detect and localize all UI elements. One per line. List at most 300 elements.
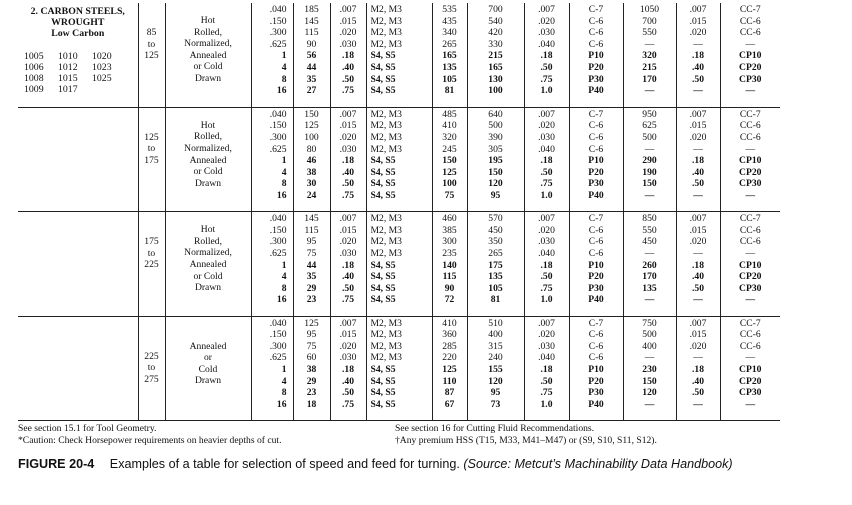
carbide-indexable-speed-value: 155: [488, 364, 503, 375]
condition-cell: [165, 212, 251, 316]
hss-feed-cell: [330, 3, 366, 107]
coated-feed-value: .020: [689, 27, 707, 39]
carbide-brazed-speed-value: 320: [442, 132, 457, 144]
carbide-brazed-speed-value: 125: [442, 364, 457, 375]
carbide-feed-value: .030: [538, 236, 555, 248]
carbide-indexable-speed-value: 240: [488, 352, 503, 364]
hss-speed-value: 60: [306, 352, 317, 364]
depth-of-cut-value: .300: [269, 27, 287, 39]
hss-speed-cell: [293, 212, 330, 316]
carbide-indexable-speed-value: 120: [488, 178, 503, 190]
hardness-range-text: to: [147, 38, 156, 50]
hss-speed-cell: [293, 316, 330, 420]
coated-feed-value: .007: [689, 213, 707, 225]
hss-material-value: M2, M3: [370, 15, 402, 27]
grade-number: 1025: [92, 73, 112, 84]
footnote-left: [18, 423, 282, 447]
condition-text: Annealed: [189, 259, 227, 271]
grade-number: 1008: [24, 73, 44, 84]
coated-speed-value: 500: [642, 329, 657, 341]
carbide-indexable-speed-value: 150: [488, 166, 503, 178]
hss-speed-value: 100: [304, 132, 319, 144]
carbide-indexable-speed-value: 350: [488, 236, 503, 248]
hardness-cell: [138, 3, 165, 107]
coated-speed-value: 550: [642, 27, 657, 39]
footnote-cutting-fluid: See section 16 for Cutting Fluid Recommendations.: [395, 423, 595, 434]
coated-grade-value: CP10: [739, 50, 762, 62]
carbide-feed-value: .040: [538, 352, 555, 364]
condition-text: Hot: [200, 119, 216, 131]
condition-text: or Cold: [193, 270, 223, 282]
depth-of-cut-value: 8: [281, 387, 287, 399]
carbide-brazed-speed-value: 410: [442, 317, 457, 329]
hss-speed-value: 90: [306, 38, 317, 50]
hss-feed-value: .015: [339, 120, 357, 132]
hss-speed-value: 38: [306, 364, 317, 375]
hss-material-value: S4, S5: [370, 271, 396, 283]
hss-feed-value: .40: [342, 375, 354, 387]
carbide-indexable-speed-value: 165: [488, 61, 503, 73]
carbide-feed-value: .50: [540, 271, 553, 283]
carb-speed-index-cell: [467, 107, 524, 211]
grade-number: 1023: [92, 62, 112, 73]
carb-grade-cell: [569, 107, 623, 211]
carbide-feed-value: 1.0: [540, 294, 553, 306]
hss-material-value: S4, S5: [370, 387, 396, 399]
condition-text: Annealed: [189, 154, 227, 166]
carbide-indexable-speed-value: 400: [488, 329, 503, 341]
coated-feed-value: .40: [692, 375, 704, 387]
coated-speed-value: 320: [642, 50, 657, 62]
coated-speed-value: —: [644, 352, 655, 364]
condition-text: Rolled,: [194, 235, 222, 247]
depth-of-cut-value: 4: [281, 271, 287, 283]
hss-material-value: M2, M3: [370, 340, 402, 352]
hss-material-cell: [366, 3, 432, 107]
hss-feed-value: .18: [342, 259, 354, 271]
carbide-feed-value: .18: [540, 259, 553, 271]
carbide-brazed-speed-value: 81: [444, 85, 455, 97]
coated-speed-value: 850: [642, 213, 657, 225]
carbide-grade-value: P10: [588, 50, 604, 62]
hss-material-value: M2, M3: [370, 4, 402, 15]
coated-feed-value: .015: [689, 120, 707, 132]
grade-number: 1006: [24, 62, 44, 73]
hss-material-value: M2, M3: [370, 213, 402, 225]
carb-speed-index-cell: [467, 3, 524, 107]
coated-speed-value: 1050: [639, 4, 660, 15]
coated-feed-value: .015: [689, 15, 707, 27]
hss-material-value: M2, M3: [370, 108, 402, 120]
carbide-feed-value: 1.0: [540, 398, 553, 410]
hss-speed-value: 150: [304, 108, 319, 120]
coated-feed-value: .50: [692, 73, 704, 85]
hss-feed-value: .007: [339, 213, 357, 225]
hardness-range-text: 125: [144, 50, 159, 62]
coated-grade-value: CP30: [739, 387, 762, 399]
coated-grade-value: CP30: [739, 282, 762, 294]
depth-of-cut-value: .625: [269, 143, 287, 155]
hss-speed-value: 35: [306, 271, 317, 283]
depth-of-cut-value: .150: [269, 15, 287, 27]
hss-material-value: S4, S5: [370, 294, 396, 306]
carb-speed-brazed-cell: [432, 212, 467, 316]
carbide-feed-value: .50: [540, 166, 553, 178]
hss-feed-value: .50: [342, 178, 354, 190]
figure-label: FIGURE 20-4: [18, 457, 95, 471]
carbide-indexable-speed-value: 215: [488, 50, 503, 62]
carbide-feed-value: .75: [540, 178, 553, 190]
coated-speed-value: 170: [642, 73, 657, 85]
coated-grade-value: CC-6: [739, 120, 761, 132]
carbide-grade-value: C-7: [588, 213, 604, 225]
coated-grade-value: CC-6: [739, 224, 761, 236]
condition-text: Cold: [198, 363, 218, 375]
hss-material-value: S4, S5: [370, 61, 396, 73]
coat-speed-cell: [623, 212, 676, 316]
carbide-feed-value: .020: [538, 120, 555, 132]
coated-feed-value: —: [693, 248, 703, 260]
coated-feed-value: .015: [689, 329, 707, 341]
carbide-brazed-speed-value: 385: [442, 224, 457, 236]
hss-speed-cell: [293, 107, 330, 211]
carbide-brazed-speed-value: 410: [442, 120, 457, 132]
depth-of-cut-value: 4: [281, 61, 287, 73]
hardness-block-row: [18, 316, 834, 420]
condition-text: Hot: [200, 15, 216, 26]
depth-cell: [251, 212, 293, 316]
coated-grade-value: —: [745, 248, 756, 260]
grade-list: [24, 51, 138, 95]
material-cell: [18, 3, 138, 107]
condition-text: Drawn: [194, 375, 222, 387]
carbide-indexable-speed-value: 315: [488, 340, 503, 352]
grade-number: 1015: [58, 73, 78, 84]
coated-feed-value: —: [693, 143, 703, 155]
coated-speed-value: 135: [642, 282, 657, 294]
coated-speed-value: 550: [642, 224, 657, 236]
hss-speed-value: 46: [306, 155, 317, 167]
coated-feed-value: —: [693, 38, 703, 50]
coated-speed-value: —: [644, 190, 655, 202]
carbide-feed-value: .18: [540, 364, 553, 375]
carbide-brazed-speed-value: 115: [442, 271, 457, 283]
carbide-grade-value: P10: [588, 364, 604, 375]
hss-feed-value: .030: [339, 143, 357, 155]
coated-grade-value: CP10: [739, 259, 762, 271]
carbide-grade-value: C-7: [588, 4, 604, 15]
carbide-feed-value: 1.0: [540, 85, 553, 97]
coated-speed-value: 230: [642, 364, 657, 375]
hss-feed-value: .020: [339, 27, 357, 39]
carbide-indexable-speed-value: 570: [488, 213, 503, 225]
coated-grade-value: —: [745, 398, 756, 410]
coated-speed-value: —: [644, 294, 655, 306]
carbide-indexable-speed-value: 81: [490, 294, 501, 306]
carbide-feed-value: .040: [538, 248, 555, 260]
coat-feed-cell: [676, 107, 720, 211]
carbide-brazed-speed-value: 360: [442, 329, 457, 341]
carbide-indexable-speed-value: 120: [488, 375, 503, 387]
figure-source: (Source: Metcut’s Machinability Data Handbook): [463, 457, 733, 471]
hss-speed-value: 75: [306, 248, 317, 260]
coated-feed-value: —: [693, 294, 703, 306]
coated-feed-value: .18: [692, 259, 704, 271]
hss-feed-value: .020: [339, 236, 357, 248]
carbide-brazed-speed-value: 140: [442, 259, 457, 271]
coated-grade-value: CC-7: [739, 317, 761, 329]
coated-feed-value: .40: [692, 271, 704, 283]
depth-of-cut-value: 16: [276, 85, 287, 97]
carbide-feed-value: .18: [540, 155, 553, 167]
coated-feed-value: —: [693, 85, 703, 97]
coated-grade-value: —: [745, 294, 756, 306]
carb-feed-cell: [524, 212, 569, 316]
hss-feed-value: .007: [339, 4, 357, 15]
hss-speed-value: 95: [306, 329, 317, 341]
depth-of-cut-value: .300: [269, 340, 287, 352]
carbide-brazed-speed-value: 220: [442, 352, 457, 364]
hardness-cell: [138, 212, 165, 316]
hardness-block-row: [18, 3, 834, 107]
carb-speed-index-cell: [467, 212, 524, 316]
depth-of-cut-value: .625: [269, 38, 287, 50]
hss-feed-value: .40: [342, 271, 354, 283]
hss-speed-value: 27: [306, 85, 317, 97]
hss-material-value: S4, S5: [370, 190, 396, 202]
carbide-brazed-speed-value: 285: [442, 340, 457, 352]
carbide-grade-value: P30: [588, 387, 604, 399]
carbide-brazed-speed-value: 135: [442, 61, 457, 73]
depth-cell: [251, 3, 293, 107]
carbide-feed-value: .75: [540, 387, 553, 399]
grade-number: 1017: [58, 84, 78, 95]
hss-feed-cell: [330, 212, 366, 316]
hss-feed-value: .007: [339, 108, 357, 120]
condition-text: Rolled,: [194, 26, 222, 38]
depth-of-cut-value: .040: [269, 317, 287, 329]
coated-speed-value: 700: [642, 15, 657, 27]
hss-material-value: S4, S5: [370, 375, 396, 387]
carbide-grade-value: P40: [588, 85, 604, 97]
hss-speed-value: 56: [306, 50, 317, 62]
footnote-caution: *Caution: Check Horsepower requirements on heavier depths of cut.: [18, 435, 282, 446]
carbide-grade-value: P10: [588, 155, 604, 167]
coated-feed-value: .007: [689, 108, 707, 120]
grade-number: [92, 84, 126, 95]
hardness-cell: [138, 316, 165, 420]
hss-speed-value: 18: [306, 398, 317, 410]
material-heading-line: Low Carbon: [51, 28, 105, 39]
carbide-grade-value: C-7: [588, 317, 604, 329]
coated-feed-value: .18: [692, 155, 704, 167]
carbide-feed-value: .50: [540, 375, 553, 387]
coated-feed-value: .18: [692, 50, 704, 62]
hss-feed-value: .18: [342, 155, 354, 167]
coated-grade-value: CC-6: [739, 236, 761, 248]
coated-speed-value: —: [644, 248, 655, 260]
hss-speed-value: 23: [306, 387, 317, 399]
hss-speed-value: 38: [306, 166, 317, 178]
depth-of-cut-value: .150: [269, 224, 287, 236]
coat-grade-cell: [720, 107, 780, 211]
condition-text: Annealed: [189, 340, 227, 352]
coated-speed-value: 450: [642, 236, 657, 248]
hss-material-value: M2, M3: [370, 120, 402, 132]
carbide-indexable-speed-value: 500: [488, 120, 503, 132]
carbide-feed-value: .040: [538, 38, 555, 50]
hss-speed-value: 145: [304, 213, 319, 225]
carbide-grade-value: C-6: [588, 143, 604, 155]
grade-number: 1012: [58, 62, 78, 73]
hss-speed-value: 125: [304, 120, 319, 132]
depth-of-cut-value: .150: [269, 120, 287, 132]
carbide-brazed-speed-value: 460: [442, 213, 457, 225]
depth-of-cut-value: 16: [276, 294, 287, 306]
grade-number: 1010: [58, 51, 78, 62]
carbide-feed-value: .020: [538, 15, 555, 27]
hss-speed-value: 29: [306, 375, 317, 387]
carbide-grade-value: P30: [588, 73, 604, 85]
carbide-grade-value: P20: [588, 271, 604, 283]
hardness-range-text: 225: [144, 350, 159, 362]
coated-grade-value: CC-6: [739, 132, 761, 144]
hss-feed-value: .18: [342, 50, 354, 62]
hss-feed-value: .020: [339, 132, 357, 144]
coated-grade-value: —: [745, 190, 756, 202]
material-heading-line: WROUGHT: [51, 17, 105, 28]
carbide-indexable-speed-value: 100: [488, 85, 503, 97]
coated-feed-value: —: [693, 190, 703, 202]
coat-feed-cell: [676, 3, 720, 107]
hss-feed-value: .015: [339, 224, 357, 236]
condition-cell: [165, 107, 251, 211]
carb-speed-brazed-cell: [432, 3, 467, 107]
hss-material-cell: [366, 316, 432, 420]
coat-grade-cell: [720, 316, 780, 420]
coated-grade-value: CP20: [739, 166, 762, 178]
hardness-block-row: [18, 107, 834, 211]
hss-material-value: M2, M3: [370, 143, 402, 155]
depth-of-cut-value: 16: [276, 398, 287, 410]
carbide-brazed-speed-value: 535: [442, 4, 457, 15]
coat-grade-cell: [720, 212, 780, 316]
coated-grade-value: —: [745, 352, 756, 364]
hss-speed-value: 44: [306, 259, 317, 271]
depth-cell: [251, 316, 293, 420]
coated-speed-value: 290: [642, 155, 657, 167]
coated-grade-value: CP30: [739, 178, 762, 190]
hss-material-value: M2, M3: [370, 317, 402, 329]
carbide-feed-value: 1.0: [540, 190, 553, 202]
carbide-indexable-speed-value: 640: [488, 108, 503, 120]
carbide-brazed-speed-value: 100: [442, 178, 457, 190]
carbide-indexable-speed-value: 420: [488, 27, 503, 39]
hss-feed-value: .50: [342, 282, 354, 294]
carbide-indexable-speed-value: 330: [488, 38, 503, 50]
carbide-indexable-speed-value: 265: [488, 248, 503, 260]
coated-speed-value: 190: [642, 166, 657, 178]
material-cell: [18, 212, 138, 316]
carbide-feed-value: .030: [538, 27, 555, 39]
hss-feed-value: .015: [339, 15, 357, 27]
hss-material-value: M2, M3: [370, 248, 402, 260]
hss-feed-value: .75: [342, 294, 354, 306]
hss-material-value: S4, S5: [370, 364, 396, 375]
hss-material-value: M2, M3: [370, 352, 402, 364]
hss-material-value: S4, S5: [370, 259, 396, 271]
coated-speed-value: 625: [642, 120, 657, 132]
hss-material-value: S4, S5: [370, 398, 396, 410]
hardness-range-text: 85: [146, 27, 157, 38]
hss-feed-value: .015: [339, 329, 357, 341]
coated-speed-value: 260: [642, 259, 657, 271]
grade-number: 1009: [24, 84, 44, 95]
coated-grade-value: CP20: [739, 61, 762, 73]
depth-of-cut-value: 4: [281, 166, 287, 178]
condition-text: Drawn: [194, 282, 222, 294]
coated-feed-value: —: [693, 352, 703, 364]
depth-of-cut-value: 8: [281, 73, 287, 85]
carb-feed-cell: [524, 316, 569, 420]
carbide-brazed-speed-value: 235: [442, 248, 457, 260]
carbide-brazed-speed-value: 90: [444, 282, 455, 294]
carb-speed-brazed-cell: [432, 107, 467, 211]
carbide-grade-value: C-7: [588, 108, 604, 120]
carbide-feed-value: .75: [540, 282, 553, 294]
coated-grade-value: CC-7: [739, 213, 761, 225]
figure-caption: [18, 457, 733, 471]
carbide-indexable-speed-value: 540: [488, 15, 503, 27]
hss-feed-value: .030: [339, 248, 357, 260]
coated-grade-value: CP20: [739, 375, 762, 387]
coated-grade-value: CC-6: [739, 329, 761, 341]
carbide-brazed-speed-value: 435: [442, 15, 457, 27]
hss-material-value: M2, M3: [370, 38, 402, 50]
carbide-brazed-speed-value: 110: [442, 375, 457, 387]
material-cell: [18, 316, 138, 420]
coated-speed-value: 170: [642, 271, 657, 283]
coated-grade-value: —: [745, 143, 756, 155]
coated-grade-value: CC-7: [739, 108, 761, 120]
carbide-grade-value: C-6: [588, 352, 604, 364]
carbide-brazed-speed-value: 340: [442, 27, 457, 39]
depth-of-cut-value: .300: [269, 236, 287, 248]
hss-speed-value: 44: [306, 61, 317, 73]
hardness-cell: [138, 107, 165, 211]
coated-feed-value: .020: [689, 132, 707, 144]
depth-of-cut-value: .625: [269, 352, 287, 364]
coated-grade-value: CC-6: [739, 340, 761, 352]
carbide-indexable-speed-value: 195: [488, 155, 503, 167]
coated-speed-value: —: [644, 398, 655, 410]
coated-feed-value: .40: [692, 61, 704, 73]
coated-speed-value: 500: [642, 132, 657, 144]
depth-of-cut-value: .150: [269, 329, 287, 341]
condition-text: or Cold: [193, 61, 223, 73]
coated-speed-value: —: [644, 85, 655, 97]
coated-grade-value: CC-7: [739, 4, 761, 15]
hss-speed-value: 29: [306, 282, 317, 294]
carbide-indexable-speed-value: 700: [488, 4, 503, 15]
carbide-feed-value: .007: [538, 317, 555, 329]
carbide-feed-value: .030: [538, 340, 555, 352]
carbide-indexable-speed-value: 73: [490, 398, 501, 410]
carbide-grade-value: C-6: [588, 224, 604, 236]
coated-grade-value: CC-6: [739, 15, 761, 27]
hss-feed-cell: [330, 316, 366, 420]
carbide-feed-value: .030: [538, 132, 555, 144]
